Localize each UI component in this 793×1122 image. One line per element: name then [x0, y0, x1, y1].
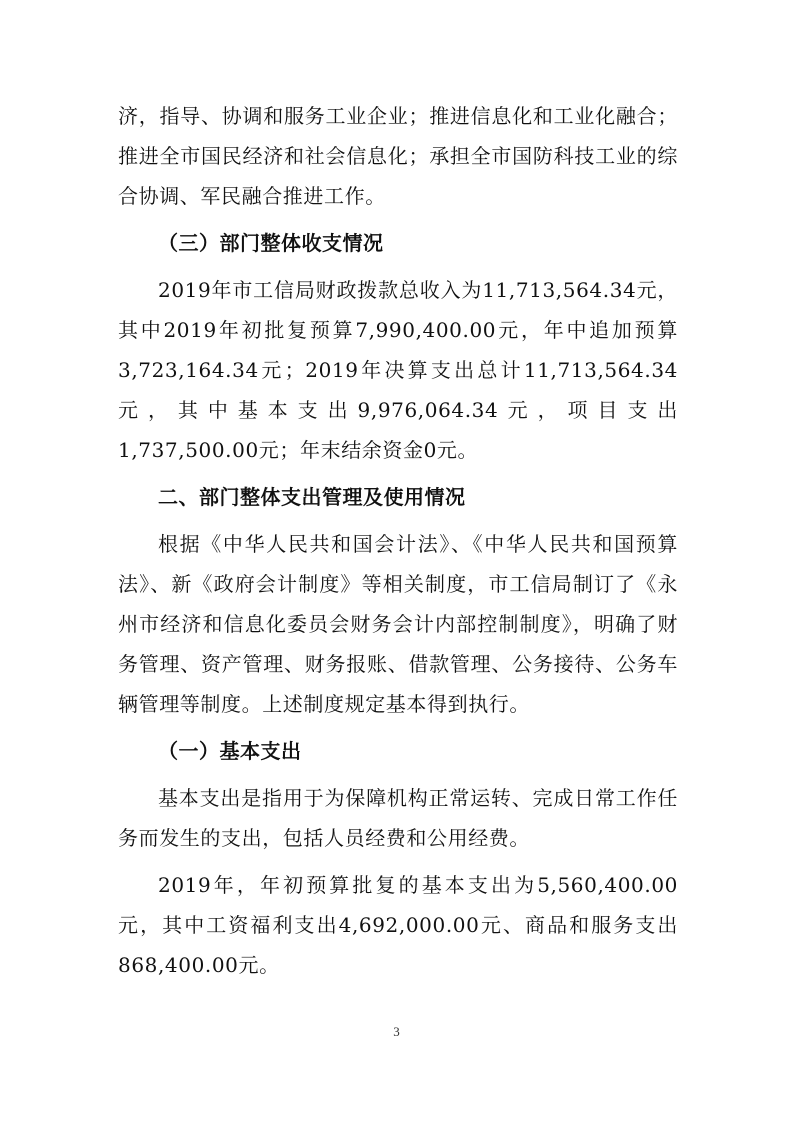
document-body — [118, 96, 678, 992]
paragraph-responsibilities-continued: 济，指导、协调和服务工业企业；推进信息化和工业化融合；推进全市国民经济和社会信息化；承担全市国防科技工业的综合协调、军民融合推进工作。 — [118, 104, 678, 208]
paragraph-basic-expenditure-definition: 基本支出是指用于为保障机构正常运转、完成日常工作任务而发生的支出，包括人员经费和公用经费。 — [118, 786, 678, 850]
section-heading-overall-income-expenditure: （三）部门整体收支情况 — [158, 231, 384, 255]
paragraph-financial-regulations: 根据《中华人民共和国会计法》、《中华人民共和国预算法》、新《政府会计制度》等相关制度，市工信局制订了《永州市经济和信息化委员会财务会计内部控制制度》，明确了财务管理、资产管理、财务报账、借款管理、公务接待、公务车辆管理等制度。上述制度规定基本得到执行。 — [118, 532, 678, 716]
page-number: 3 — [393, 1024, 400, 1039]
section-heading-basic-expenditure: （一）基本支出 — [158, 739, 302, 763]
paragraph-income-expenditure-figures: 2019年市工信局财政拨款总收入为11,713,564.34元，其中2019年初批复预算7,990,400.00元，年中追加预算3,723,164.34元；2019年决算支出总计11,713,564.34元，其中基本支出9,976,064.34元，项目支出1,737,500.00元；年末结余资金0元。 — [118, 278, 678, 462]
paragraph-basic-expenditure-figures: 2019年，年初预算批复的基本支出为5,560,400.00元，其中工资福利支出4,692,000.00元、商品和服务支出868,400.00元。 — [118, 873, 678, 977]
section-heading-expenditure-management: 二、部门整体支出管理及使用情况 — [158, 485, 466, 509]
